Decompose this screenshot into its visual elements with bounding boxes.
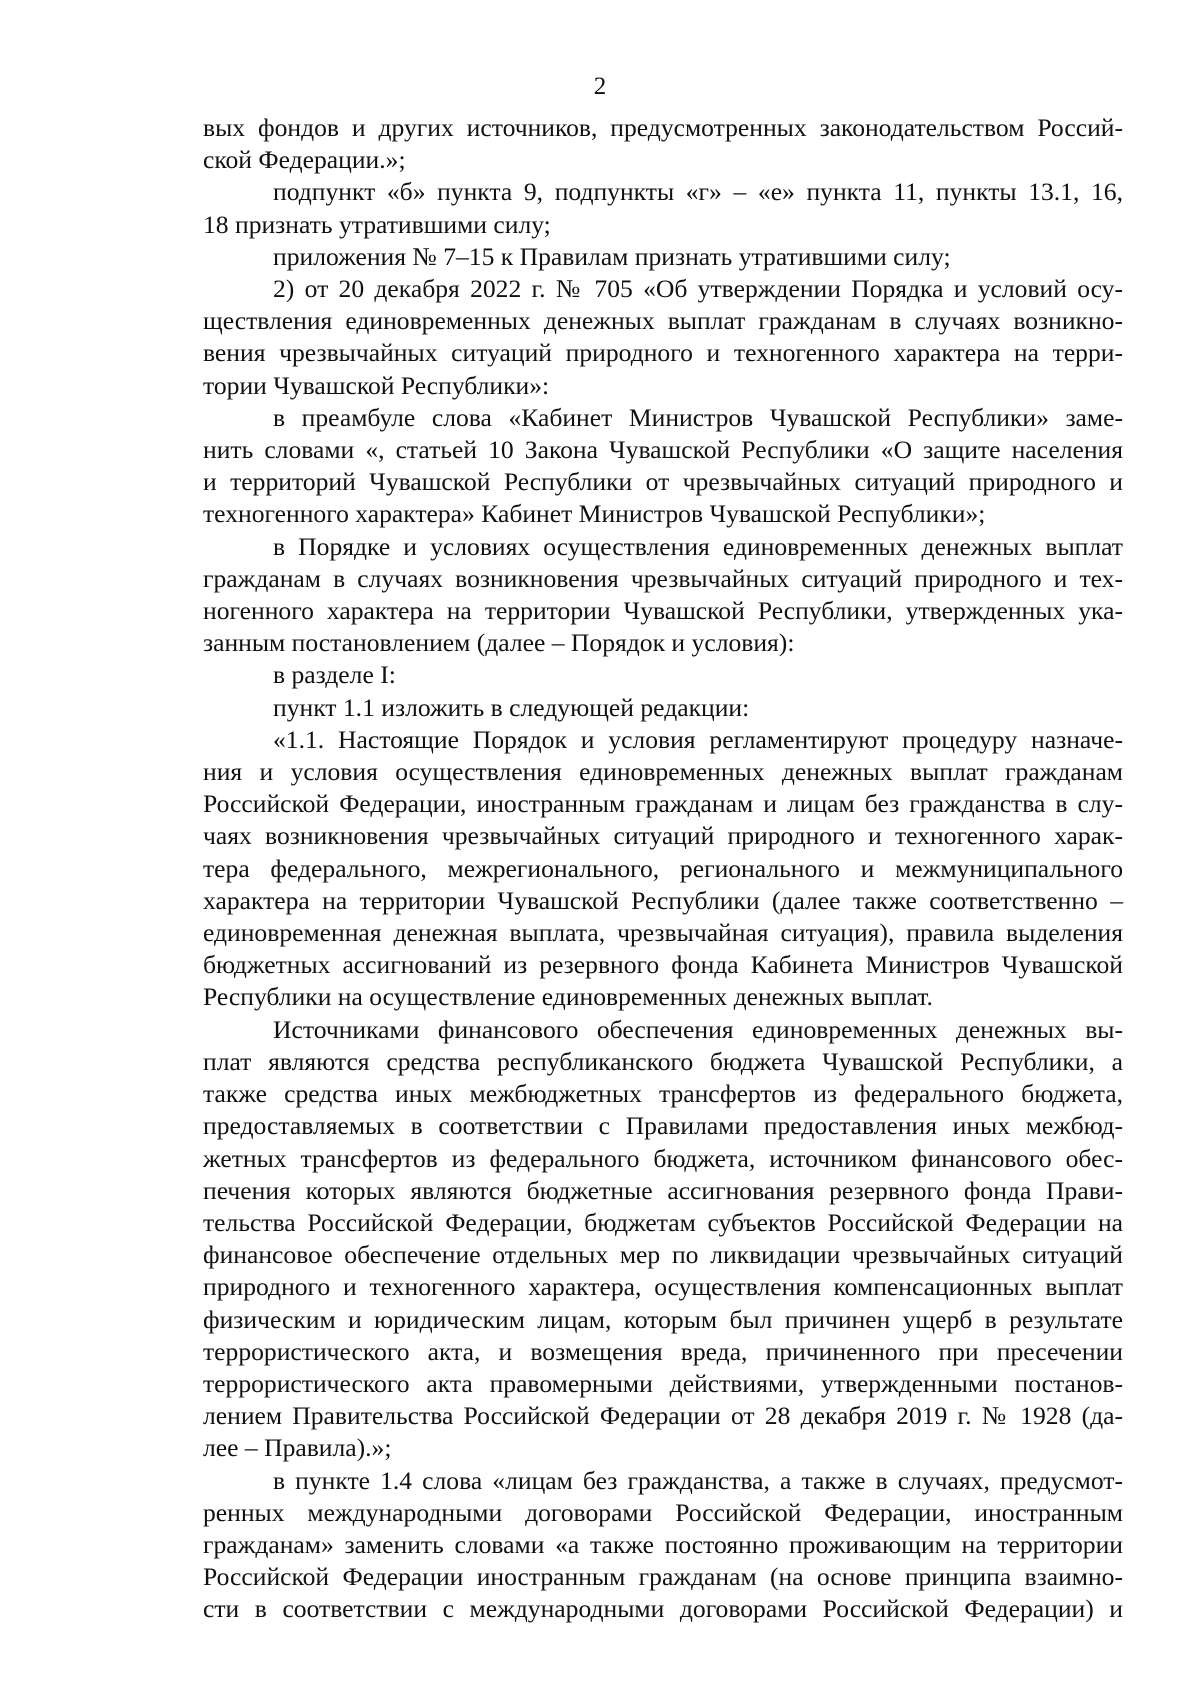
text-line: в разделе I: bbox=[273, 660, 396, 690]
text-line: финансовое обеспечение отдельных мер по ликвидации чрезвычайных ситуаций bbox=[203, 1240, 1123, 1270]
text-line: в пункте 1.4 слова «лицам без гражданства, а также в случаях, предусмот- bbox=[273, 1465, 1123, 1495]
text-line: террористического акта, и возмещения вреда, причиненного при пресечении bbox=[203, 1336, 1123, 1366]
text-line: тельства Российской Федерации, бюджетам субъектов Российской Федерации на bbox=[203, 1207, 1123, 1237]
text-line: бюджетных ассигнований из резервного фонда Кабинета Министров Чувашской bbox=[203, 950, 1123, 980]
text-line: физическим и юридическим лицам, которым был причинен ущерб в результате bbox=[203, 1304, 1123, 1334]
text-line: единовременная денежная выплата, чрезвычайная ситуация), правила выделения bbox=[203, 918, 1123, 948]
text-line: в Порядке и условиях осуществления единовременных денежных выплат bbox=[273, 531, 1123, 561]
text-line: Республики на осуществление единовременных денежных выплат. bbox=[203, 982, 933, 1012]
text-line: лее – Правила).»; bbox=[203, 1433, 392, 1463]
text-line: занным постановлением (далее – Порядок и условия): bbox=[203, 628, 795, 658]
text-line: террористического акта правомерными действиями, утвержденными постанов- bbox=[203, 1368, 1123, 1398]
text-line: техногенного характера» Кабинет Министров Чувашской Республики»; bbox=[203, 499, 986, 529]
document-body bbox=[203, 112, 1123, 1626]
text-line: нить словами «, статьей 10 Закона Чувашской Республики «О защите населения bbox=[203, 435, 1123, 465]
text-line: плат являются средства республиканского бюджета Чувашской Республики, а bbox=[203, 1046, 1123, 1076]
text-line: Источниками финансового обеспечения единовременных денежных вы- bbox=[273, 1014, 1123, 1044]
text-line: вых фондов и других источников, предусмотренных законодательством Россий- bbox=[203, 113, 1123, 142]
text-line: природного и техногенного характера, осуществления компенсационных выплат bbox=[203, 1272, 1123, 1302]
text-line: пункт 1.1 изложить в следующей редакции: bbox=[273, 692, 750, 722]
text-line: ния и условия осуществления единовременных денежных выплат гражданам bbox=[203, 757, 1123, 787]
text-line: 2) от 20 декабря 2022 г. № 705 «Об утверждении Порядка и условий осу- bbox=[273, 274, 1123, 304]
text-line: чаях возникновения чрезвычайных ситуаций природного и техногенного харак- bbox=[203, 821, 1123, 851]
text-line: и территорий Чувашской Республики от чрезвычайных ситуаций природного и bbox=[203, 467, 1123, 497]
text-line: также средства иных межбюджетных трансфертов из федерального бюджета, bbox=[203, 1079, 1123, 1109]
text-line: 18 признать утратившими силу; bbox=[203, 209, 551, 239]
text-line: ренных международными договорами Российской Федерации, иностранным bbox=[203, 1497, 1123, 1527]
text-line: предоставляемых в соответствии с Правилами предоставления иных межбюд- bbox=[203, 1111, 1123, 1141]
text-line: вения чрезвычайных ситуаций природного и техногенного характера на терри- bbox=[203, 338, 1123, 368]
text-line: ществления единовременных денежных выплат гражданам в случаях возникно- bbox=[203, 306, 1123, 336]
text-line: характера на территории Чувашской Республики (далее также соответственно – bbox=[203, 885, 1123, 915]
text-line: жетных трансфертов из федерального бюджета, источником финансового обес- bbox=[203, 1143, 1123, 1173]
text-line: в преамбуле слова «Кабинет Министров Чувашской Республики» заме- bbox=[273, 402, 1123, 432]
text-line: подпункт «б» пункта 9, подпункты «г» – «е» пункта 11, пункты 13.1, 16, bbox=[273, 177, 1123, 207]
text-line: ногенного характера на территории Чувашской Республики, утвержденных ука- bbox=[203, 596, 1123, 626]
text-line: «1.1. Настоящие Порядок и условия регламентируют процедуру назначе- bbox=[273, 724, 1123, 754]
text-line: приложения № 7–15 к Правилам признать утратившими силу; bbox=[273, 241, 951, 271]
text-line: печения которых являются бюджетные ассигнования резервного фонда Прави- bbox=[203, 1175, 1123, 1205]
page-number: 2 bbox=[593, 73, 607, 100]
text-line: Российской Федерации иностранным гражданам (на основе принципа взаимно- bbox=[203, 1562, 1123, 1592]
text-line: ской Федерации.»; bbox=[203, 145, 406, 175]
text-line: гражданам в случаях возникновения чрезвычайных ситуаций природного и тех- bbox=[203, 563, 1123, 593]
text-line: Российской Федерации, иностранным гражданам и лицам без гражданства в слу- bbox=[203, 789, 1123, 819]
text-line: сти в соответствии с международными договорами Российской Федерации) и bbox=[203, 1594, 1123, 1624]
text-line: тории Чувашской Республики»: bbox=[203, 370, 550, 400]
text-line: тера федерального, межрегионального, регионального и межмуниципального bbox=[203, 853, 1123, 883]
text-line: лением Правительства Российской Федерации от 28 декабря 2019 г. № 1928 (да- bbox=[203, 1401, 1123, 1431]
text-line: гражданам» заменить словами «а также постоянно проживающим на территории bbox=[203, 1529, 1123, 1559]
